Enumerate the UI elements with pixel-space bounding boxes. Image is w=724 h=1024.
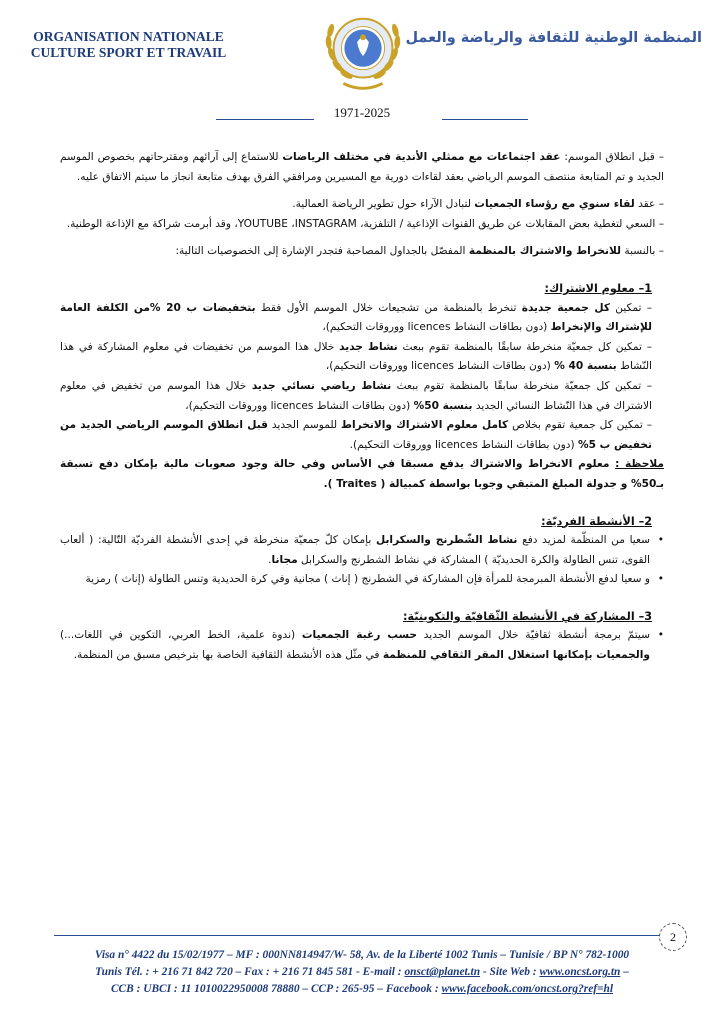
footer-divider bbox=[54, 935, 674, 936]
footer-website-link[interactable]: www.oncst.org.tn bbox=[539, 966, 621, 979]
section-1-item-1: – تمكين كل جمعية جديدة تنخرط بالمنظمة من تشجيعات خلال الموسم الأول فقط بتخفيضات ب 20 %من الكلفة العامة للإشتراك والإنخراط (دون بطاقات النشاط licences ووروقات التحكيم)، bbox=[60, 301, 652, 334]
section-3-item-1: • سيتمّ برمجة أنشطة ثقافيّة خلال الموسم الجديد حسب رغبة الجمعيات (ندوة علمية، الخط العربي، التكوين في اللغات...) والجمعيات بإمكانها استغلال المقر الثقافي للمنظمة في مثّل هذه الأنشطة الثقافية الخاصة بها بترخيص مسبق من المنظمة. bbox=[60, 626, 664, 665]
page-footer bbox=[0, 947, 724, 999]
section-1-item-3: – تمكين كل جمعيّة منخرطة سابقًا بالمنظمة تقوم ببعث نشاط رياضي نسائي جديد خلال هذا الموسم من تخفيض في معلوم الاشتراك في هذا النّشاط النسائي الجديد بنسبة 50% (دون بطاقات النشاط licences ووروقات التحكيم)، bbox=[60, 379, 652, 412]
section-3-title: 3– المشاركة في الأنشطة الثّقافيّة والتكوينيّة: bbox=[403, 609, 652, 623]
intro-paragraph-4: – بالنسبة للانخراط والاشتراك بالمنظمة المفصّل بالجداول المصاحبة فتجدر الإشارة إلى الخصوصيات التالية: bbox=[175, 245, 664, 258]
section-2-item-1: • سعيا من المنظّمة لمزيد دفع نشاط الشّطرنج والسكرابل بإمكان كلّ جمعيّة منخرطة في إحدى الأنشطة الفرديّة التّالية: ( ألعاب القوى، تنس الطاولة والكرة الحديديّة ) المشاركة في نشاط الشطرنج والسكرابل مجانا. bbox=[60, 531, 664, 570]
intro-paragraph-1: – قبل انطلاق الموسم: عقد اجتماعات مع ممثلي الأندية في مختلف الرياضات للاستماع إلى آرائهم ومقترحاتهم بخصوص الموسم الجديد و تم المتابعة منتصف الموسم الرياضي بعقد لقاءات دورية مع المسيرين ومرافقي الفرق بهدف متابعة انجاز ما سيتم الاتفاق عليه. bbox=[60, 151, 664, 183]
document-body bbox=[60, 148, 664, 666]
org-fr-line1: ORGANISATION NATIONALE bbox=[33, 29, 224, 44]
section-2-title: 2– الأنشطة الفرديّة: bbox=[541, 514, 652, 528]
organization-logo bbox=[314, 5, 412, 103]
section-1-note: ملاحظة : معلوم الانخراط والاشتراك يدفع مسبقا في الأساس وفي حالة وجود صعوبات مالية بإمكان دفع تسبقة بـ50% و جدولة المبلغ المتبقي وجوبا بواسطة كمبيالة ( Traites ). bbox=[60, 458, 664, 490]
section-1-item-4: – تمكين كل جمعية تقوم بخلاص كامل معلوم الاشتراك والانخراط للموسم الجديد قبل انطلاق الموسم الرياضي الجديد من تخفيض ب 5% (دون بطاقات النشاط licences ووروقات التحكيم). bbox=[60, 419, 652, 451]
page-header bbox=[0, 0, 724, 130]
footer-line-1: Visa n° 4422 du 15/02/1977 – MF : 000NN814947/W- 58, Av. de la Liberté 1002 Tunis – Tunisie / BP N° 782-1000 bbox=[94, 949, 630, 961]
founding-years-bar bbox=[0, 102, 724, 126]
section-1-item-2: – تمكين كل جمعيّة منخرطة سابقًا بالمنظمة تقوم ببعث نشاط جديد خلال هذا الموسم من تخفيضات في معلوم المشاركة في هذا النّشاط بنسبة 40 % (دون بطاقات النشاط licences ووروقات التحكيم)، bbox=[60, 340, 652, 373]
page-number: 2 bbox=[659, 923, 687, 951]
footer-email-link[interactable]: onsct@planet.tn bbox=[404, 966, 481, 979]
footer-line-2: Tunis Tél. : + 216 71 842 720 – Fax : + 216 71 845 581 - E-mail : onsct@planet.tn - Site Web : www.oncst.org.tn – bbox=[95, 966, 629, 979]
section-2-item-2: • و سعيا لدفع الأنشطة المبرمجة للمرأة فإن المشاركة في الشطرنج ( إناث ) مجانية وفي كرة الحديدية وتنس الطاولة (إناث ) رمزية bbox=[60, 570, 664, 590]
founding-years: 1971-2025 bbox=[333, 105, 391, 120]
organization-name-french bbox=[26, 29, 231, 61]
intro-paragraph-3: – السعي لتغطية بعض المقابلات عن طريق القنوات الإذاعية / التلفزية، YOUTUBE ،INSTAGRAM، وقد أبرمت شراكة مع الإذاعة الوطنية. bbox=[66, 217, 664, 230]
section-1-title: 1– معلوم الاشتراك: bbox=[544, 281, 652, 295]
footer-line-3: CCB : UBCI : 11 1010022950008 78880 – CCP : 265-95 – Facebook : www.facebook.com/oncst.org?ref=hl bbox=[110, 983, 614, 996]
footer-facebook-link[interactable]: www.facebook.com/oncst.org?ref=hl bbox=[441, 983, 614, 996]
org-fr-line2: CULTURE SPORT ET TRAVAIL bbox=[30, 45, 227, 60]
intro-paragraph-2: – عقد لقاء سنوي مع رؤساء الجمعيات لتبادل الآراء حول تطوير الرياضة العمالية. bbox=[292, 198, 664, 211]
organization-name-arabic: المنظمة الوطنية للثقافة والرياضة والعمل bbox=[405, 30, 702, 46]
